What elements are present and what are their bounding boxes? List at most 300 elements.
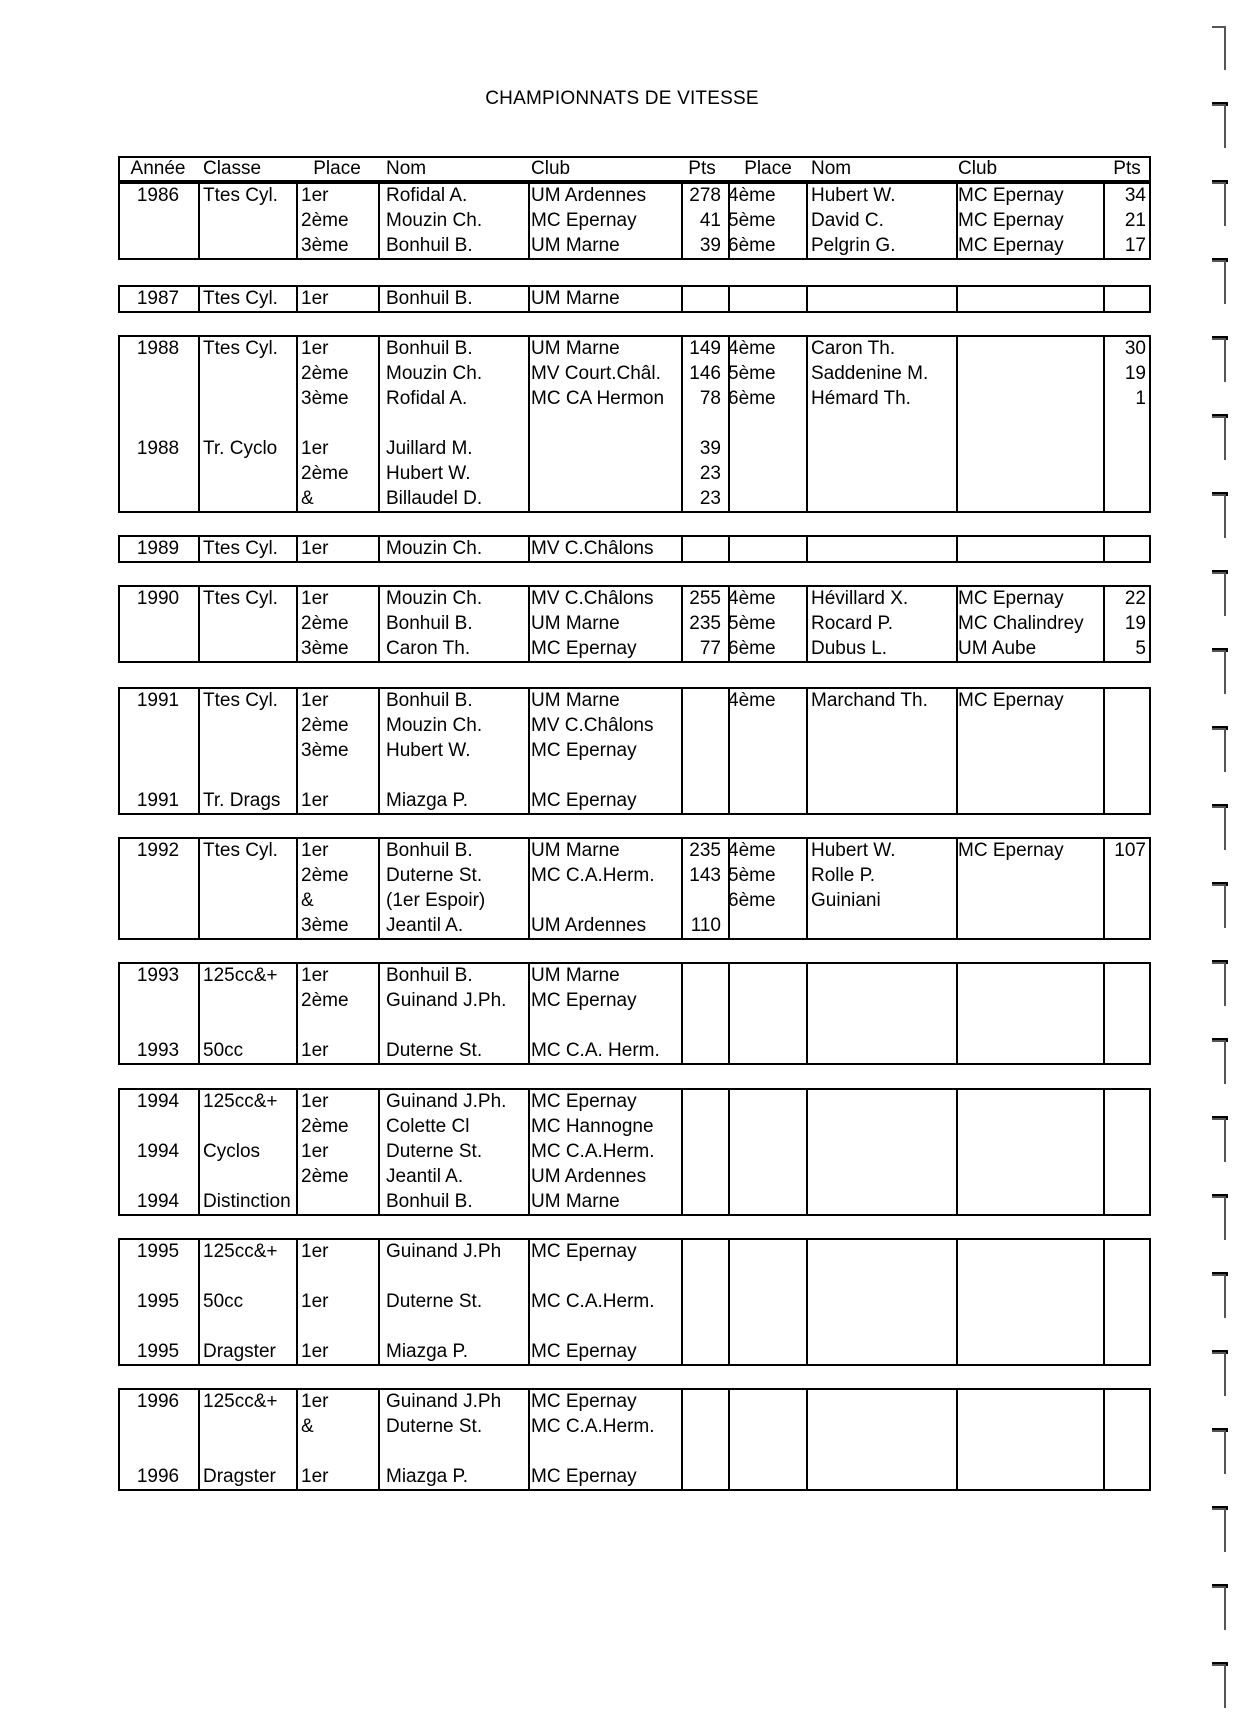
cell-year: [118, 208, 198, 233]
cell-year: [118, 1314, 198, 1339]
cell-club: MV C.Châlons: [531, 588, 654, 609]
table-row: [118, 436, 1151, 461]
cell-class: [203, 763, 313, 788]
cell-place: [301, 763, 373, 788]
table-row: [118, 913, 1151, 938]
cell-name2: [811, 913, 961, 938]
cell-name2: [811, 1414, 961, 1439]
cell-pts2: [1108, 763, 1146, 788]
cell-place2: [728, 1038, 808, 1063]
cell-year: [118, 461, 198, 486]
table-row: [118, 713, 1151, 738]
cell-year: 1994: [136, 1091, 180, 1112]
cell-pts2: [1108, 863, 1146, 888]
result-block: [118, 837, 1151, 940]
cell-club: [531, 411, 691, 436]
table-row: [118, 411, 1151, 436]
cell-pts2: [1108, 286, 1146, 311]
cell-pts: 39: [699, 235, 721, 256]
cell-class: 50cc: [203, 1291, 244, 1312]
cell-pts: [683, 1139, 721, 1164]
cell-place: 3ème: [301, 740, 349, 761]
cell-club2: [958, 536, 1108, 561]
cell-name2: [811, 1139, 961, 1164]
binder-tab-mark: [1212, 650, 1226, 694]
cell-class: Ttes Cyl.: [203, 288, 278, 309]
cell-club: MC C.A.Herm.: [531, 865, 655, 886]
binder-tab-mark: [1212, 884, 1226, 928]
table-row: [118, 1114, 1151, 1139]
cell-place2: [728, 788, 808, 813]
binder-tab-mark: [1212, 1586, 1226, 1630]
cell-class: 125cc&+: [203, 1241, 278, 1262]
cell-pts2: 22: [1124, 588, 1146, 609]
cell-name2: Hubert W.: [811, 840, 896, 861]
cell-place: 1er: [301, 1466, 329, 1487]
cell-place: 2ème: [301, 1166, 349, 1187]
cell-year: [118, 1164, 198, 1189]
table-row: [118, 208, 1151, 233]
cell-year: [118, 486, 198, 511]
cell-year: 1990: [136, 588, 180, 609]
table-row: [118, 636, 1151, 661]
cell-year: 1986: [136, 185, 180, 206]
binder-tab-mark: [1212, 1430, 1226, 1474]
cell-club2: [958, 461, 1108, 486]
cell-name2: [811, 1289, 961, 1314]
table-row: [118, 888, 1151, 913]
cell-pts2: [1108, 1464, 1146, 1489]
cell-class: [203, 486, 313, 511]
cell-place2: [728, 411, 808, 436]
cell-name: [386, 1013, 531, 1038]
table-row: [118, 1464, 1151, 1489]
cell-pts2: 21: [1124, 210, 1146, 231]
cell-pts: [683, 1239, 721, 1264]
header-year: Année: [130, 158, 186, 179]
cell-club2: [958, 1089, 1108, 1114]
cell-pts: [683, 788, 721, 813]
table-row: [118, 1289, 1151, 1314]
cell-class: [203, 1414, 313, 1439]
cell-pts: 143: [689, 865, 721, 886]
table-row: [118, 838, 1151, 863]
cell-name: Bonhuil B.: [386, 288, 473, 309]
cell-club: [531, 461, 691, 486]
cell-name: Bonhuil B.: [386, 690, 473, 711]
cell-place2: [728, 461, 808, 486]
cell-pts: 23: [699, 463, 721, 484]
cell-pts: [683, 1164, 721, 1189]
cell-place: &: [301, 890, 314, 911]
binder-tab-mark: [1212, 1118, 1226, 1162]
cell-pts: [683, 536, 721, 561]
cell-name: Jeantil A.: [386, 915, 464, 936]
binder-marks: [1200, 0, 1244, 1716]
cell-place2: [728, 1264, 808, 1289]
cell-class: Distinction: [203, 1191, 291, 1212]
cell-place: 1er: [301, 790, 329, 811]
cell-class: [203, 461, 313, 486]
cell-year: 1993: [136, 965, 180, 986]
cell-club2: [958, 713, 1108, 738]
cell-place2: 6ème: [728, 388, 776, 409]
cell-year: [118, 988, 198, 1013]
cell-club: UM Marne: [531, 690, 620, 711]
cell-pts: [683, 411, 721, 436]
cell-name: Miazga P.: [386, 1341, 469, 1362]
cell-pts2: 19: [1124, 613, 1146, 634]
cell-club: UM Marne: [531, 288, 620, 309]
cell-pts: 146: [689, 363, 721, 384]
cell-class: [203, 863, 313, 888]
cell-place: 1er: [301, 338, 329, 359]
table-row: [118, 486, 1151, 511]
cell-pts2: [1108, 1239, 1146, 1264]
cell-place2: 4ème: [728, 588, 776, 609]
cell-class: [203, 386, 313, 411]
cell-year: 1995: [136, 1341, 180, 1362]
cell-year: [118, 386, 198, 411]
cell-club2: [958, 286, 1108, 311]
cell-pts2: [1108, 913, 1146, 938]
cell-place: 1er: [301, 1241, 329, 1262]
cell-year: 1987: [136, 288, 180, 309]
cell-club2: [958, 1189, 1108, 1214]
result-block: [118, 687, 1151, 815]
cell-pts2: [1108, 436, 1146, 461]
cell-name: Mouzin Ch.: [386, 715, 483, 736]
table-row: [118, 386, 1151, 411]
cell-club2: [958, 1314, 1108, 1339]
header-place2: Place: [744, 158, 792, 179]
cell-class: [203, 1114, 313, 1139]
cell-place2: [728, 1389, 808, 1414]
cell-place: 1er: [301, 1391, 329, 1412]
table-row: [118, 863, 1151, 888]
table-row: [118, 1089, 1151, 1114]
cell-club: UM Ardennes: [531, 915, 647, 936]
cell-place: 2ème: [301, 613, 349, 634]
cell-place2: [728, 1289, 808, 1314]
table-row: [118, 361, 1151, 386]
cell-year: [118, 1439, 198, 1464]
cell-pts2: 34: [1124, 185, 1146, 206]
cell-place: 1er: [301, 1040, 329, 1061]
cell-place2: 5ème: [728, 210, 776, 231]
cell-club: MV C.Châlons: [531, 538, 654, 559]
cell-club: UM Ardennes: [531, 185, 647, 206]
table-row: [118, 1189, 1151, 1214]
cell-name2: Dubus L.: [811, 638, 888, 659]
cell-year: [118, 713, 198, 738]
table-row: [118, 1038, 1151, 1063]
cell-place: 1er: [301, 1141, 329, 1162]
binder-tab-mark: [1212, 1040, 1226, 1084]
cell-pts: 235: [689, 840, 721, 861]
cell-club: [531, 888, 691, 913]
cell-club: UM Marne: [531, 965, 620, 986]
cell-pts: [683, 738, 721, 763]
cell-place: 1er: [301, 288, 329, 309]
cell-pts: [683, 988, 721, 1013]
cell-pts: [683, 286, 721, 311]
cell-place: 1er: [301, 965, 329, 986]
cell-place2: 4ème: [728, 338, 776, 359]
cell-pts2: [1108, 1013, 1146, 1038]
cell-year: [118, 1414, 198, 1439]
cell-name: Guinand J.Ph: [386, 1391, 502, 1412]
cell-club: [531, 486, 691, 511]
cell-name: Duterne St.: [386, 865, 483, 886]
header-club: Club: [531, 158, 571, 179]
table-row: [118, 461, 1151, 486]
cell-pts: [683, 1114, 721, 1139]
cell-club: MC Epernay: [531, 1341, 637, 1362]
binder-tab-mark: [1212, 1196, 1226, 1240]
binder-tab-mark: [1212, 260, 1226, 304]
cell-club2: [958, 963, 1108, 988]
cell-club2: [958, 1464, 1108, 1489]
cell-name2: Caron Th.: [811, 338, 896, 359]
result-block: [118, 182, 1151, 260]
cell-club2: [958, 1389, 1108, 1414]
cell-club2: [958, 1139, 1108, 1164]
cell-class: [203, 738, 313, 763]
table-row: [118, 336, 1151, 361]
cell-class: Dragster: [203, 1466, 276, 1487]
cell-club: [531, 1264, 691, 1289]
cell-pts2: 30: [1124, 338, 1146, 359]
cell-name: (1er Espoir): [386, 890, 486, 911]
cell-pts2: [1108, 1139, 1146, 1164]
cell-name2: [811, 1239, 961, 1264]
binder-tab-mark: [1212, 1274, 1226, 1318]
cell-place: [301, 1439, 373, 1464]
cell-place2: 5ème: [728, 865, 776, 886]
cell-pts2: [1108, 1189, 1146, 1214]
cell-pts: 278: [689, 185, 721, 206]
table-row: [118, 1164, 1151, 1189]
cell-place2: [728, 1464, 808, 1489]
cell-place2: [728, 1089, 808, 1114]
cell-club2: [958, 386, 1108, 411]
cell-place2: [728, 286, 808, 311]
cell-name: Duterne St.: [386, 1141, 483, 1162]
cell-year: [118, 411, 198, 436]
header-name: Nom: [386, 158, 427, 179]
cell-name: Bonhuil B.: [386, 1191, 473, 1212]
cell-club: MC Epernay: [531, 638, 637, 659]
cell-pts: 41: [699, 210, 721, 231]
cell-club2: [958, 1013, 1108, 1038]
cell-pts: 39: [699, 438, 721, 459]
cell-name2: Rocard P.: [811, 613, 894, 634]
cell-place2: 6ème: [728, 638, 776, 659]
cell-pts: [683, 1264, 721, 1289]
cell-name2: [811, 286, 961, 311]
cell-name: Mouzin Ch.: [386, 538, 483, 559]
cell-club2: [958, 436, 1108, 461]
cell-pts2: [1108, 1164, 1146, 1189]
cell-name2: [811, 963, 961, 988]
cell-year: 1994: [136, 1141, 180, 1162]
cell-club2: UM Aube: [958, 638, 1037, 659]
cell-year: 1991: [136, 690, 180, 711]
cell-name: [386, 763, 531, 788]
cell-year: [118, 1264, 198, 1289]
cell-year: [118, 913, 198, 938]
cell-class: [203, 636, 313, 661]
cell-class: [203, 713, 313, 738]
cell-club2: [958, 788, 1108, 813]
result-block: [118, 285, 1151, 313]
table-row: [118, 988, 1151, 1013]
cell-pts2: [1108, 461, 1146, 486]
cell-year: [118, 233, 198, 258]
cell-name: Rofidal A.: [386, 388, 468, 409]
table-row: [118, 1139, 1151, 1164]
cell-pts2: [1108, 738, 1146, 763]
cell-name2: [811, 461, 961, 486]
cell-name2: Marchand Th.: [811, 690, 928, 711]
cell-club2: [958, 738, 1108, 763]
cell-club2: [958, 1289, 1108, 1314]
cell-pts: [683, 1189, 721, 1214]
cell-class: [203, 233, 313, 258]
cell-pts: 235: [689, 613, 721, 634]
cell-name: [386, 1439, 531, 1464]
cell-year: 1996: [136, 1466, 180, 1487]
cell-club: [531, 763, 691, 788]
cell-place: [301, 1013, 373, 1038]
cell-pts2: [1108, 1089, 1146, 1114]
cell-place: 3ème: [301, 388, 349, 409]
table-row: [118, 286, 1151, 311]
table-row: [118, 1439, 1151, 1464]
cell-place: [301, 1189, 373, 1214]
cell-pts2: [1108, 888, 1146, 913]
cell-name: Miazga P.: [386, 1466, 469, 1487]
result-block: [118, 1388, 1151, 1491]
cell-place: [301, 1314, 373, 1339]
cell-year: [118, 611, 198, 636]
cell-club: MC Epernay: [531, 1091, 637, 1112]
cell-club: MC Epernay: [531, 990, 637, 1011]
cell-pts: [683, 1314, 721, 1339]
cell-club: MC Epernay: [531, 1241, 637, 1262]
cell-club: UM Marne: [531, 1191, 620, 1212]
page-title: CHAMPIONNATS DE VITESSE: [485, 88, 759, 109]
cell-class: Ttes Cyl.: [203, 690, 278, 711]
cell-class: [203, 1164, 313, 1189]
cell-club: UM Ardennes: [531, 1166, 647, 1187]
cell-name2: [811, 713, 961, 738]
cell-place: 1er: [301, 438, 329, 459]
cell-place2: 5ème: [728, 363, 776, 384]
binder-tab-mark: [1212, 1664, 1226, 1708]
cell-pts2: [1108, 536, 1146, 561]
cell-place: 1er: [301, 1091, 329, 1112]
cell-name: Jeantil A.: [386, 1166, 464, 1187]
cell-place2: [728, 436, 808, 461]
cell-name: Juillard M.: [386, 438, 473, 459]
cell-pts2: [1108, 1114, 1146, 1139]
cell-place2: 4ème: [728, 690, 776, 711]
cell-pts: 23: [699, 488, 721, 509]
cell-club: UM Marne: [531, 613, 620, 634]
cell-pts: [683, 1038, 721, 1063]
cell-name2: Rolle P.: [811, 865, 876, 886]
cell-name: Billaudel D.: [386, 488, 483, 509]
cell-pts: [683, 713, 721, 738]
cell-pts2: [1108, 1414, 1146, 1439]
result-block: [118, 962, 1151, 1065]
cell-pts: [683, 1339, 721, 1364]
cell-place2: [728, 738, 808, 763]
cell-year: 1992: [136, 840, 180, 861]
cell-name2: [811, 1089, 961, 1114]
cell-pts: [683, 1464, 721, 1489]
cell-name2: Pelgrin G.: [811, 235, 896, 256]
cell-name: Colette Cl: [386, 1116, 470, 1137]
cell-pts2: 19: [1124, 363, 1146, 384]
cell-year: [118, 361, 198, 386]
cell-place: 1er: [301, 185, 329, 206]
cell-class: Cyclos: [203, 1141, 261, 1162]
cell-pts: 77: [699, 638, 721, 659]
cell-name: Rofidal A.: [386, 185, 468, 206]
cell-name: [386, 1314, 531, 1339]
cell-pts2: [1108, 713, 1146, 738]
cell-year: 1988: [136, 438, 180, 459]
result-block: [118, 1088, 1151, 1216]
binder-tab-mark: [1212, 26, 1226, 70]
result-block: [118, 585, 1151, 663]
binder-tab-mark: [1212, 182, 1226, 226]
cell-year: 1995: [136, 1241, 180, 1262]
cell-pts: 110: [690, 915, 721, 936]
cell-pts2: [1108, 1038, 1146, 1063]
binder-tab-mark: [1212, 728, 1226, 772]
cell-place: 2ème: [301, 1116, 349, 1137]
cell-year: [118, 1013, 198, 1038]
cell-club2: [958, 863, 1108, 888]
cell-name2: [811, 1314, 961, 1339]
cell-name2: [811, 1389, 961, 1414]
cell-place2: [728, 763, 808, 788]
cell-name: Caron Th.: [386, 638, 471, 659]
cell-name2: [811, 1038, 961, 1063]
cell-pts: 255: [689, 588, 721, 609]
cell-class: [203, 611, 313, 636]
cell-name2: [811, 1464, 961, 1489]
cell-name: Bonhuil B.: [386, 235, 473, 256]
binder-tab-mark: [1212, 104, 1226, 148]
cell-pts2: [1108, 1339, 1146, 1364]
cell-name2: [811, 486, 961, 511]
cell-class: 50cc: [203, 1040, 244, 1061]
cell-club2: MC Chalindrey: [958, 613, 1084, 634]
cell-name2: [811, 411, 961, 436]
cell-name2: [811, 788, 961, 813]
cell-club2: [958, 1114, 1108, 1139]
cell-club: MC C.A.Herm.: [531, 1141, 655, 1162]
cell-name2: [811, 763, 961, 788]
cell-name2: Hubert W.: [811, 185, 896, 206]
binder-tab-mark: [1212, 962, 1226, 1006]
cell-place2: [728, 1114, 808, 1139]
